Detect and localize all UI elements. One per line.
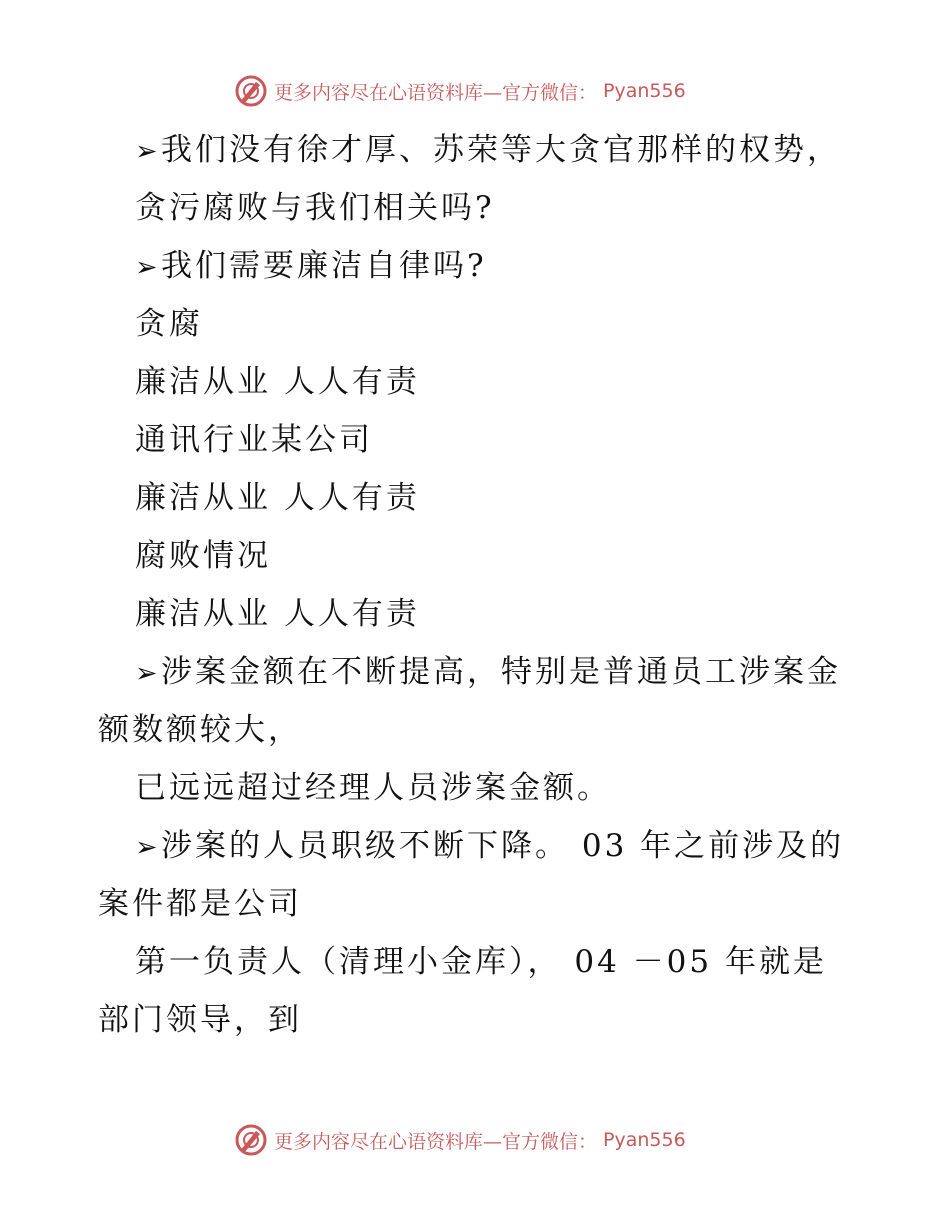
text-line [135, 478, 420, 518]
watermark-wechat-id: Pyan556 [603, 1129, 686, 1151]
line-text: 部门领导，到 [98, 1002, 302, 1038]
text-line [135, 188, 495, 228]
line-text: 已远远超过经理人员涉案金额。 [135, 770, 611, 806]
line-text: 通讯行业某公司 [135, 422, 373, 458]
line-text: 我们没有徐才厚、苏荣等大贪官那样的权势， [161, 132, 841, 168]
text-line [135, 304, 203, 344]
watermark-wechat-id: Pyan556 [603, 80, 686, 102]
text-line [135, 652, 841, 692]
text-line [135, 130, 841, 170]
watermark-text: 更多内容尽在心语资料库—官方微信： [274, 1130, 598, 1153]
text-line [98, 710, 302, 750]
text-line [135, 942, 827, 982]
arrow-bullet-icon: ➢ [135, 136, 158, 167]
text-line [135, 768, 611, 808]
watermark-footer [234, 1122, 686, 1158]
arrow-bullet-icon: ➢ [135, 252, 158, 283]
line-text: 廉洁从业 人人有责 [135, 364, 420, 400]
watermark-text: 更多内容尽在心语资料库—官方微信： [274, 81, 598, 104]
text-line [98, 1000, 302, 1040]
text-line [135, 594, 420, 634]
text-line [135, 362, 420, 402]
line-text: 案件都是公司 [98, 886, 302, 922]
line-text: 第一负责人（清理小金库）， 04 －05 年就是 [135, 944, 827, 980]
line-text: 涉案金额在不断提高，特别是普通员工涉案金 [161, 654, 841, 690]
arrow-bullet-icon: ➢ [135, 658, 158, 689]
line-text: 贪腐 [135, 306, 203, 342]
pen-logo-icon [234, 1123, 268, 1157]
line-text: 涉案的人员职级不断下降。 03 年之前涉及的 [161, 828, 845, 864]
line-text: 腐败情况 [135, 538, 271, 574]
text-line [135, 536, 271, 576]
line-text: 贪污腐败与我们相关吗? [135, 190, 495, 226]
text-line [135, 826, 844, 866]
text-line [135, 420, 373, 460]
line-text: 廉洁从业 人人有责 [135, 596, 420, 632]
line-text: 廉洁从业 人人有责 [135, 480, 420, 516]
text-line [135, 246, 487, 286]
line-text: 额数额较大， [98, 712, 302, 748]
line-text: 我们需要廉洁自律吗? [161, 248, 487, 284]
arrow-bullet-icon: ➢ [135, 832, 158, 863]
watermark-header [234, 73, 686, 109]
pen-logo-icon [234, 74, 268, 108]
text-line [98, 884, 302, 924]
